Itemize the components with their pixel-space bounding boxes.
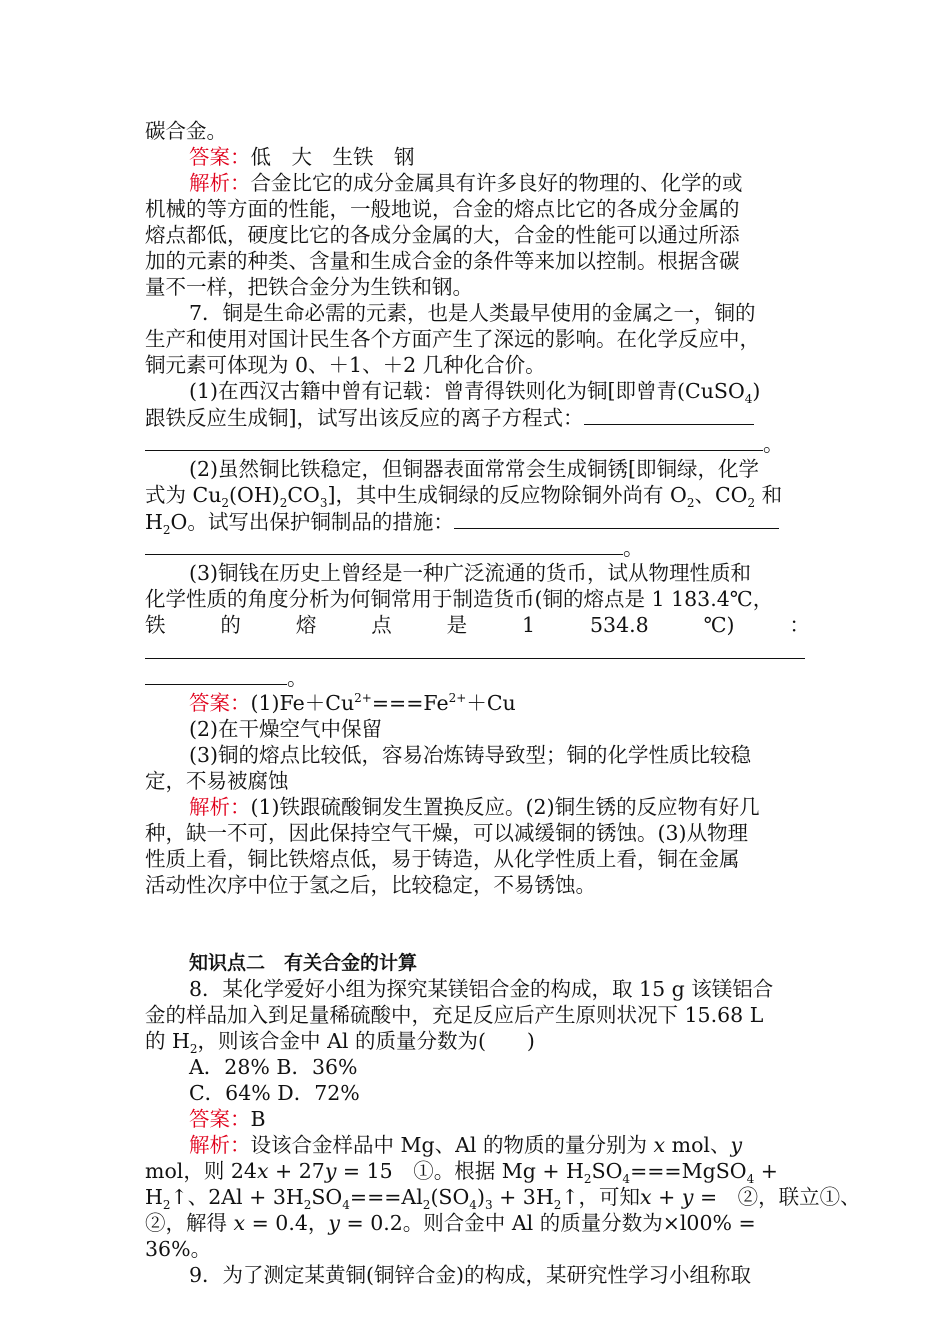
q7-part3-line: (3)铜钱在历史上曾经是一种广泛流通的货币，试从物理性质和 <box>189 561 752 585</box>
q7-answer-line: 定，不易被腐蚀 <box>145 769 289 793</box>
q7-answer-line: (3)铜的熔点比较低，容易冶炼铸导致型；铜的化学性质比较稳 <box>189 743 752 767</box>
q7-stem-line: 铜元素可体现为 0、＋1、＋2 几种化合价。 <box>145 353 546 377</box>
spacer <box>145 924 810 950</box>
q7-explanation-line: 活动性次序中位于氢之后，比较稳定，不易锈蚀。 <box>145 873 596 897</box>
q7-part1-blank-line: 。 <box>145 430 810 456</box>
q7-part3-spread-line: 铁 的 熔 点 是 1 534.8 ℃) ： <box>145 613 810 637</box>
q8-options: A．28% B．36% <box>189 1055 358 1079</box>
q6-explanation-line: 量不一样，把铁合金分为生铁和钢。 <box>145 275 473 299</box>
q6-explanation-line: 熔点都低，硬度比它的各成分金属的大，合金的性能可以通过所添 <box>145 223 740 247</box>
answer-blank[interactable] <box>145 430 763 451</box>
answer-blank[interactable] <box>145 534 623 555</box>
q7-answer-line: (2)在干燥空气中保留 <box>189 717 383 741</box>
section-title: 知识点二 有关合金的计算 <box>189 952 418 974</box>
q6-explanation-line: 加的元素的种类、含量和生成合金的条件等来加以控制。根据含碳 <box>145 249 740 273</box>
q7-part2-line: 式为 $Cu_2(OH)_2CO_3$]，其中生成铜绿的反应物除铜外尚有 $O_2$、$CO_2$ 和 <box>145 483 783 511</box>
answer-blank[interactable] <box>145 638 805 659</box>
q7-part2-line: (2)虽然铜比铁稳定，但铜器表面常常会生成铜锈[即铜绿，化学 <box>189 457 760 481</box>
q8-explanation: 解析：设该合金样品中 Mg、Al 的物质的量分别为 x mol、y <box>189 1133 743 1157</box>
q6-explanation: 解析：合金比它的成分金属具有许多良好的物理的、化学的或 <box>189 171 743 195</box>
answer-blank[interactable] <box>145 664 287 685</box>
q7-explanation-line: 性质上看，铜比铁熔点低，易于铸造，从化学性质上看，铜在金属 <box>145 847 740 871</box>
q8-stem-line: 8．某化学爱好小组为探究某镁铝合金的构成，取 15 g 该镁铝合 <box>189 977 774 1001</box>
q8-explanation-line: $H_2↑$、$2Al + 3H_2SO_4===Al_2(SO_4)_3$ + $3H_2↑$，可知x + y = ②，联立①、 <box>145 1185 861 1213</box>
q7-part1-line: (1)在西汉古籍中曾有记载：曾青得铁则化为铜[即曾青(CuSO$_4$) <box>189 379 761 407</box>
q8-answer: 答案：B <box>189 1107 266 1131</box>
q6-answer: 答案：低 大 生铁 钢 <box>189 145 415 169</box>
spacer <box>145 898 810 924</box>
q7-answer: 答案：$(1)Fe+Cu^{2+}===Fe^{2+}+Cu$ <box>189 691 516 715</box>
q8-stem-line: 的 $H_2$，则该合金中 Al 的质量分数为( ) <box>145 1029 535 1057</box>
q8-explanation-line: 36%。 <box>145 1237 212 1261</box>
q7-part3-blank-line <box>145 638 810 664</box>
q7-explanation: 解析：(1)铁跟硫酸铜发生置换反应。(2)铜生锈的反应物有好几 <box>189 795 760 819</box>
answer-blank[interactable] <box>454 508 779 529</box>
q7-part3-line: 化学性质的角度分析为何铜常用于制造货币(铜的熔点是 1 183.4℃， <box>145 587 774 611</box>
q8-options: C．64% D．72% <box>189 1081 360 1105</box>
q9-stem-line: 9．为了测定某黄铜(铜锌合金)的构成，某研究性学习小组称取 <box>189 1263 752 1287</box>
q7-explanation-line: 种，缺一不可，因此保持空气干燥，可以减缓铜的锈蚀。(3)从物理 <box>145 821 749 845</box>
q8-explanation-line: ②，解得 x = 0.4，y = 0.2。则合金中 Al 的质量分数为×l00% = <box>145 1211 756 1235</box>
answer-blank[interactable] <box>584 404 754 425</box>
q6-explanation-line: 机械的等方面的性能，一般地说，合金的熔点比它的各成分金属的 <box>145 197 740 221</box>
q8-stem-line: 金的样品加入到足量稀硫酸中，充足反应后产生原则状况下 15.68 L <box>145 1003 764 1027</box>
document-page <box>145 118 861 1288</box>
q6-end-line: 碳合金。 <box>145 119 227 143</box>
q7-part3-blank-line: 。 <box>145 664 810 690</box>
q7-stem-line: 7．铜是生命必需的元素，也是人类最早使用的金属之一，铜的 <box>189 301 756 325</box>
q7-part2-blank-line: 。 <box>145 534 810 560</box>
q7-stem-line: 生产和使用对国计民生各个方面产生了深远的影响。在化学反应中， <box>145 327 760 351</box>
q8-explanation-line: mol，则 24x + 27y = 15 ①。根据 $Mg + H_2SO_4===MgSO_4$ + <box>145 1159 778 1187</box>
q7-part2-line: $H_2O$。试写出保护铜制品的措施： <box>145 508 810 534</box>
q7-part1-line: 跟铁反应生成铜]，试写出该反应的离子方程式： <box>145 404 810 430</box>
